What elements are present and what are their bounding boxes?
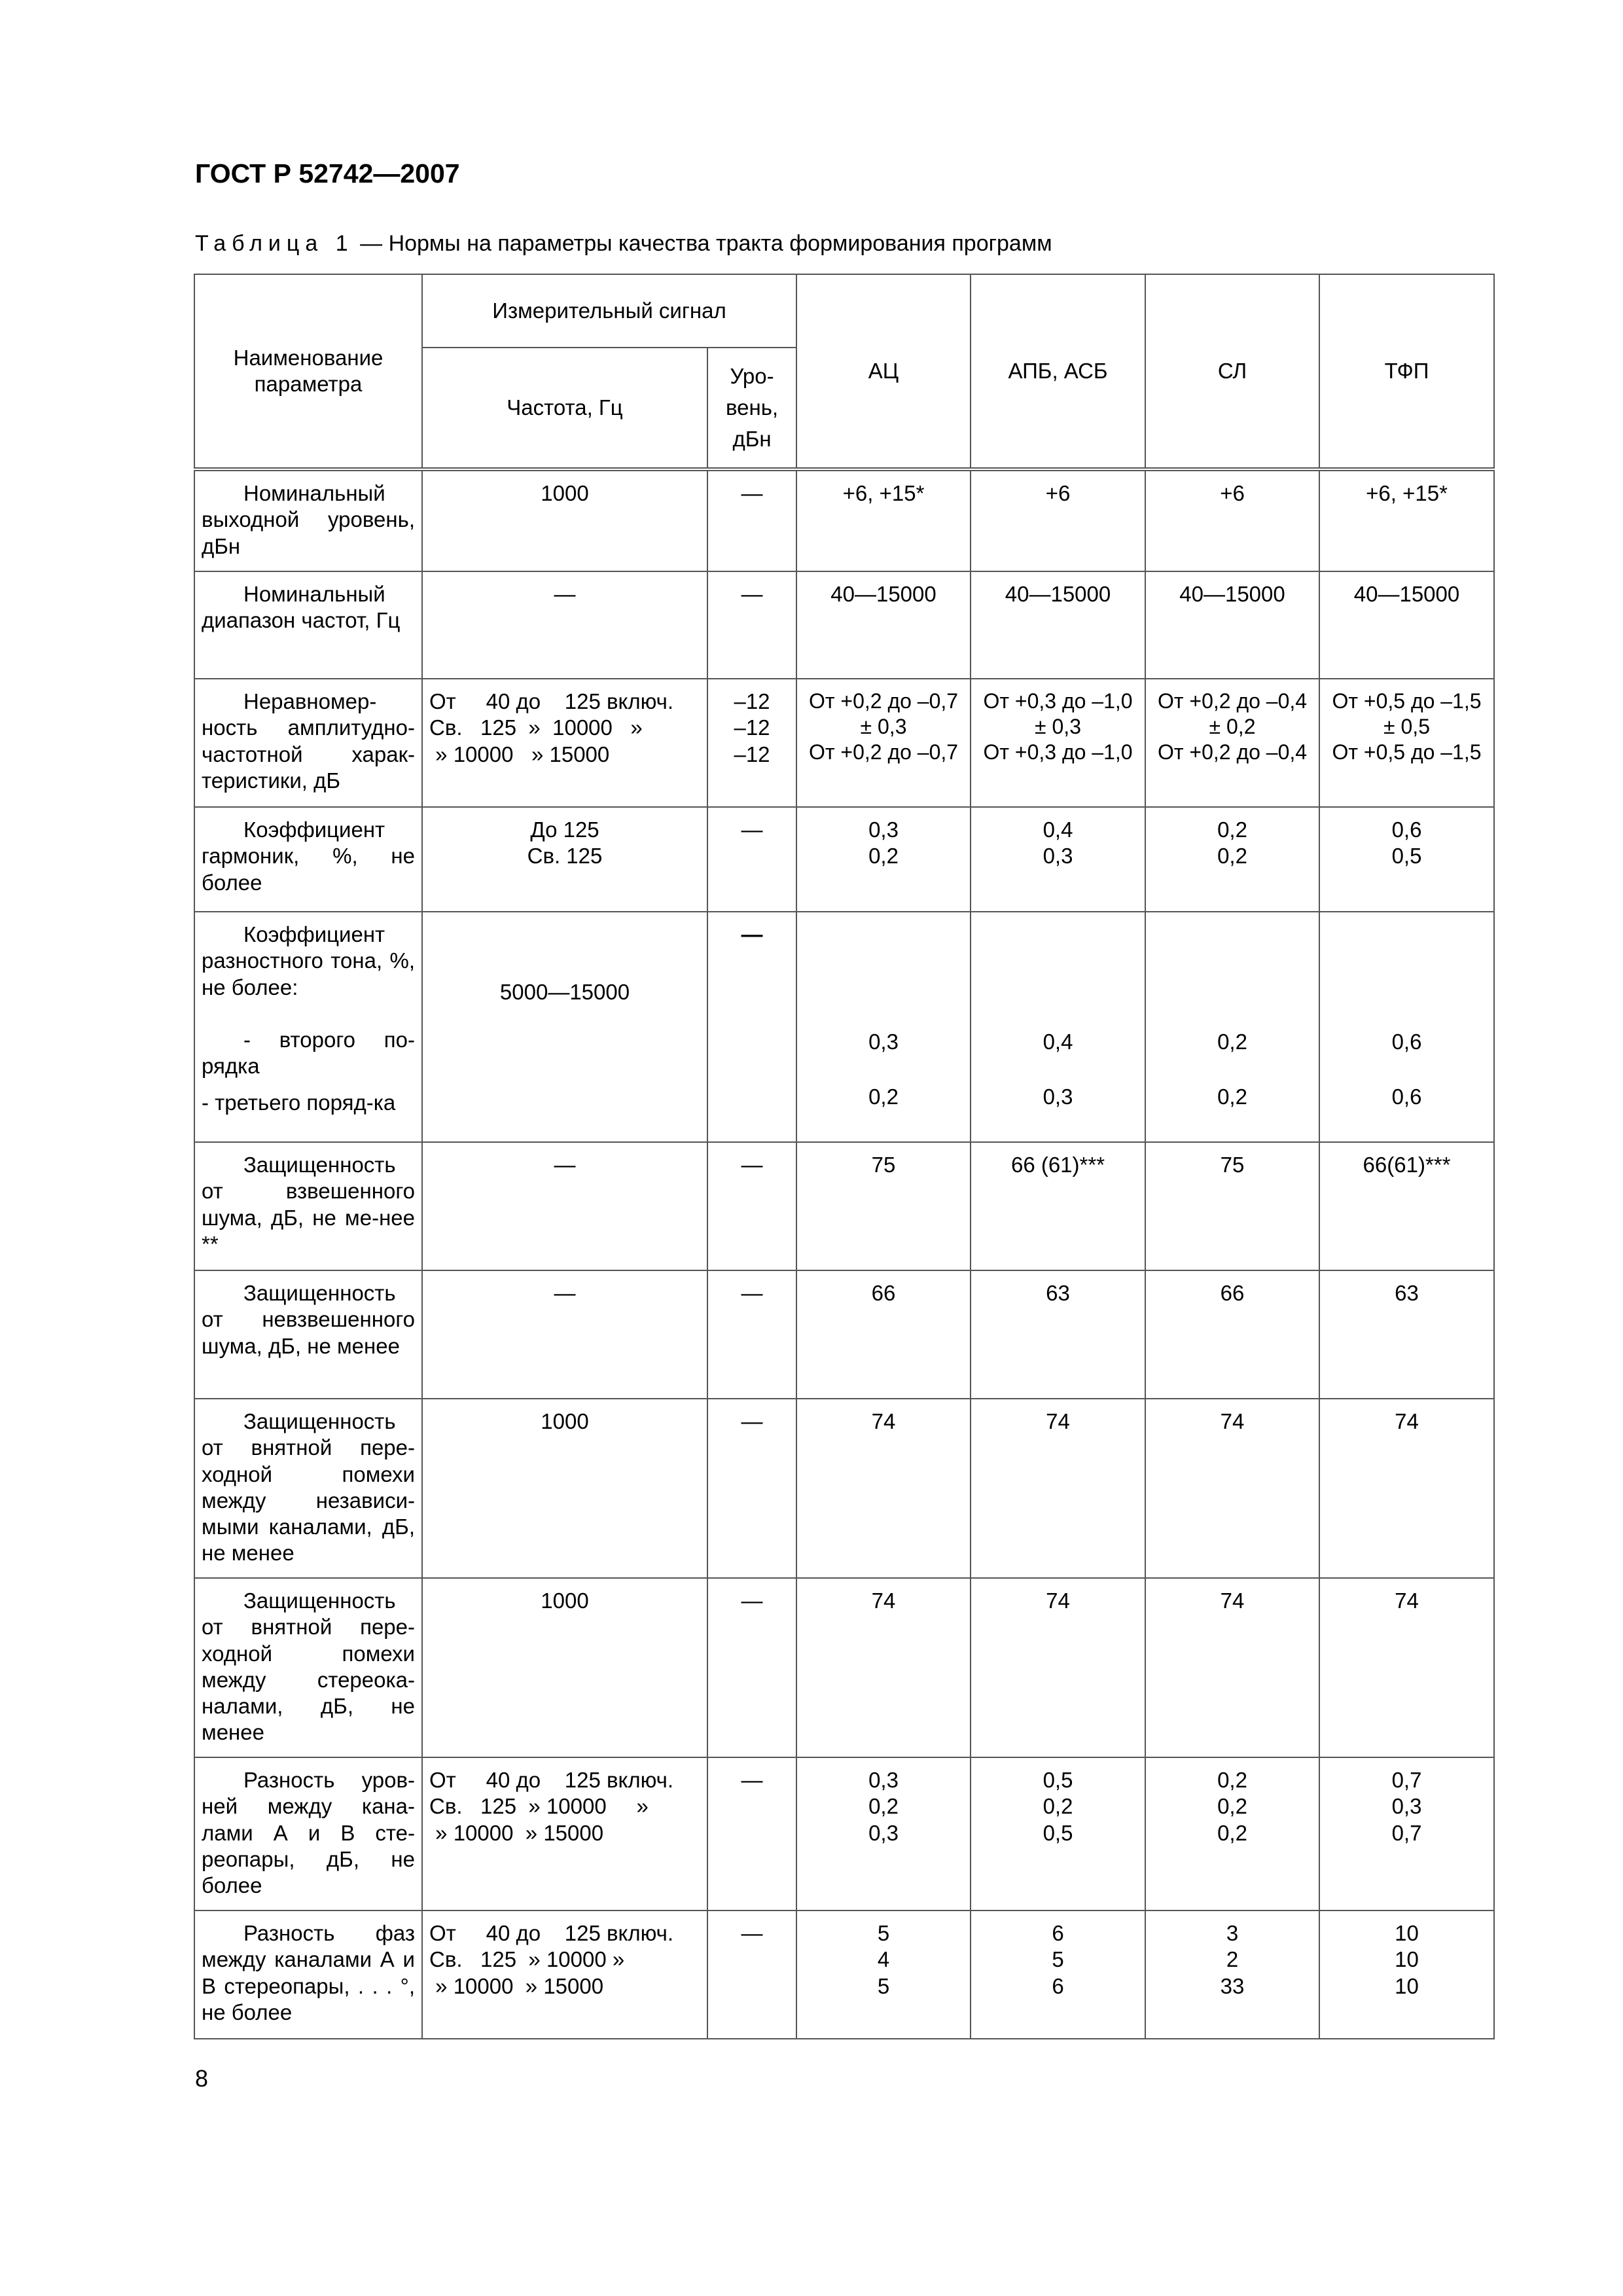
header-frequency: Частота, Гц (422, 348, 707, 469)
row-name: Разность уров-ней между кана-лами А и В сте-реопары, дБ, не более (194, 1757, 422, 1910)
row-name: Защищенность от внятной пере-ходной помехи между независи-мыми каналами, дБ, не менее (194, 1399, 422, 1578)
table-row (194, 1270, 1494, 1399)
header-parameter-name: Наименование параметра (194, 274, 422, 469)
row-sl: +6 (1145, 469, 1319, 571)
row-level: — (707, 1578, 796, 1757)
table-row (194, 1910, 1494, 2039)
row-tfp: 0,6 0,5 (1319, 807, 1494, 912)
row-frequency: До 125 Св. 125 (422, 807, 707, 912)
row-tfp: 74 (1319, 1399, 1494, 1578)
row-sl: 0,2 0,2 (1145, 807, 1319, 912)
table-row (194, 1142, 1494, 1270)
row-tfp: 10 10 10 (1319, 1910, 1494, 2039)
row-ac: 75 (796, 1142, 971, 1270)
row-ac: 0,3 0,2 (796, 912, 971, 1142)
row-name: Номинальный диапазон частот, Гц (194, 571, 422, 679)
row-sl: 74 (1145, 1578, 1319, 1757)
row-ac: 66 (796, 1270, 971, 1399)
row-level: — (707, 1399, 796, 1578)
row-apb: 0,5 0,2 0,5 (971, 1757, 1145, 1910)
row-sl: 3 2 33 (1145, 1910, 1319, 2039)
row-level: –12 –12 –12 (707, 679, 796, 807)
row-tfp: 40—15000 (1319, 571, 1494, 679)
row-level: — (707, 912, 796, 1142)
table-row (194, 571, 1494, 679)
row-frequency: 1000 (422, 1399, 707, 1578)
norms-table (194, 274, 1495, 2039)
page-number: 8 (195, 2065, 209, 2092)
row-apb: 0,4 0,3 (971, 807, 1145, 912)
row-ac: От +0,2 до –0,7 ± 0,3 От +0,2 до –0,7 (796, 679, 971, 807)
row-frequency: — (422, 1270, 707, 1399)
row-apb: 74 (971, 1399, 1145, 1578)
row-ac: 0,3 0,2 0,3 (796, 1757, 971, 1910)
row-frequency: 5000—15000 (422, 912, 707, 1142)
row-sl: 75 (1145, 1142, 1319, 1270)
table-row (194, 1757, 1494, 1910)
row-apb: 74 (971, 1578, 1145, 1757)
table-row (194, 1399, 1494, 1578)
row-apb: 0,4 0,3 (971, 912, 1145, 1142)
row-tfp: От +0,5 до –1,5 ± 0,5 От +0,5 до –1,5 (1319, 679, 1494, 807)
row-ac: 40—15000 (796, 571, 971, 679)
row-frequency: 1000 (422, 1578, 707, 1757)
row-level: — (707, 807, 796, 912)
table-row (194, 679, 1494, 807)
row-name: Разность фаз между каналами А и В стереопары, . . . °, не более (194, 1910, 422, 2039)
row-name: Номинальный выходной уровень, дБн (194, 469, 422, 571)
row-tfp: 63 (1319, 1270, 1494, 1399)
row-ac: 5 4 5 (796, 1910, 971, 2039)
row-ac: 74 (796, 1399, 971, 1578)
table-row (194, 912, 1494, 1142)
row-level: — (707, 1910, 796, 2039)
row-frequency: 1000 (422, 469, 707, 571)
row-sl: 74 (1145, 1399, 1319, 1578)
row-ac: 0,3 0,2 (796, 807, 971, 912)
row-apb: 63 (971, 1270, 1145, 1399)
row-subitem: - третьего поряд-ка (202, 1090, 396, 1115)
row-frequency: От 40 до 125 включ. Св. 125 » 10000 » » 10000 » 15000 (422, 679, 707, 807)
row-level: — (707, 1270, 796, 1399)
table-caption (195, 231, 1052, 257)
row-tfp: 66(61)*** (1319, 1142, 1494, 1270)
document-header: ГОСТ Р 52742—2007 (195, 158, 460, 188)
row-name: Защищенность от невзвешенного шума, дБ, не менее (194, 1270, 422, 1399)
row-name: Защищенность от взвешенного шума, дБ, не ме-нее ** (194, 1142, 422, 1270)
row-name: Защищенность от внятной пере-ходной помехи между стереока-налами, дБ, не менее (194, 1578, 422, 1757)
row-subitem: - второго по-рядка (202, 1027, 415, 1078)
row-apb: От +0,3 до –1,0 ± 0,3 От +0,3 до –1,0 (971, 679, 1145, 807)
row-name: Коэффициент гармоник, %, не более (194, 807, 422, 912)
row-level: — (707, 571, 796, 679)
header-measuring-signal: Измерительный сигнал (422, 274, 796, 348)
row-ac: +6, +15* (796, 469, 971, 571)
table-caption-text: — Нормы на параметры качества тракта формирования программ (353, 231, 1052, 256)
header-ac: АЦ (796, 274, 971, 469)
row-tfp: 74 (1319, 1578, 1494, 1757)
row-sl: 66 (1145, 1270, 1319, 1399)
row-name: Коэффициент разностного тона, %, не более: - второго по-рядка - третьего поряд-ка (194, 912, 422, 1142)
row-sl: 40—15000 (1145, 571, 1319, 679)
table-row (194, 469, 1494, 571)
table-caption-prefix: Таблица 1 (195, 231, 354, 256)
row-apb: +6 (971, 469, 1145, 571)
row-sl: 0,2 0,2 0,2 (1145, 1757, 1319, 1910)
header-tfp: ТФП (1319, 274, 1494, 469)
header-apb-asb: АПБ, АСБ (971, 274, 1145, 469)
row-sl: От +0,2 до –0,4 ± 0,2 От +0,2 до –0,4 (1145, 679, 1319, 807)
header-level: Уро- вень, дБн (707, 348, 796, 469)
row-ac: 74 (796, 1578, 971, 1757)
row-frequency: — (422, 1142, 707, 1270)
table-row (194, 807, 1494, 912)
row-tfp: 0,6 0,6 (1319, 912, 1494, 1142)
row-sl: 0,2 0,2 (1145, 912, 1319, 1142)
row-frequency: От 40 до 125 включ. Св. 125 » 10000 » » 10000 » 15000 (422, 1757, 707, 1910)
row-level: — (707, 469, 796, 571)
row-apb: 40—15000 (971, 571, 1145, 679)
table-row (194, 1578, 1494, 1757)
row-frequency: — (422, 571, 707, 679)
row-tfp: +6, +15* (1319, 469, 1494, 571)
row-apb: 66 (61)*** (971, 1142, 1145, 1270)
header-sl: СЛ (1145, 274, 1319, 469)
row-level: — (707, 1142, 796, 1270)
row-level: — (707, 1757, 796, 1910)
row-name: Неравномер-ность амплитудно-частотной харак-теристики, дБ (194, 679, 422, 807)
row-apb: 6 5 6 (971, 1910, 1145, 2039)
row-frequency: От 40 до 125 включ. Св. 125 » 10000 » » 10000 » 15000 (422, 1910, 707, 2039)
row-tfp: 0,7 0,3 0,7 (1319, 1757, 1494, 1910)
